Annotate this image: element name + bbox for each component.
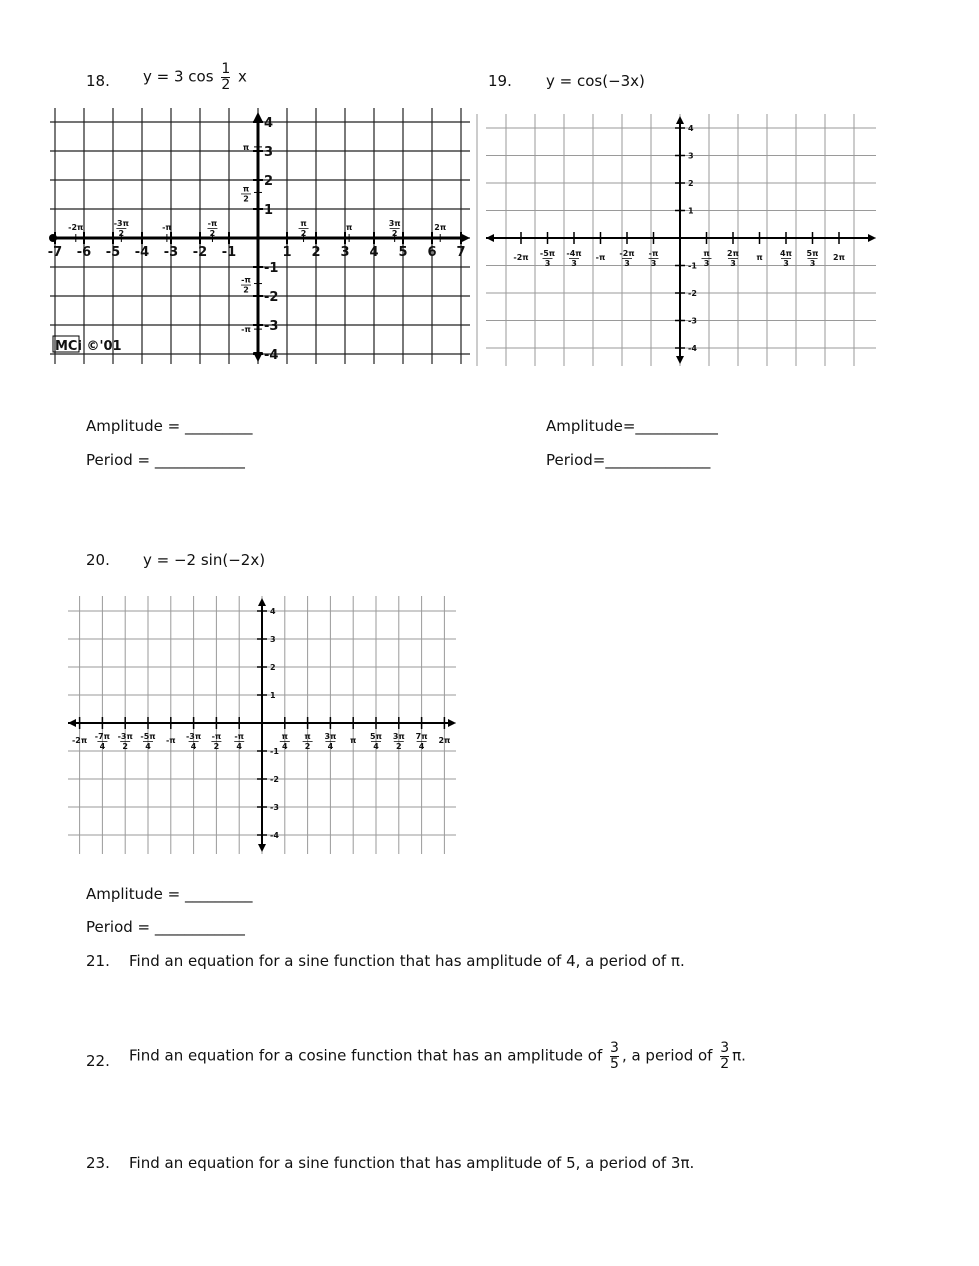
problem-18-period: Period = ____________	[86, 451, 245, 469]
problem-22-number: 22.	[86, 1052, 110, 1070]
x-label-7-den: 3	[730, 259, 736, 268]
y-tick-label--3: -3	[264, 319, 279, 334]
problem-20-equation: y = −2 sin(−2x)	[143, 551, 266, 569]
x-label-10-num: 3π	[324, 732, 337, 741]
equation-suffix: x	[238, 67, 247, 86]
x-label-9-num: π	[304, 732, 311, 741]
x-label-7-den: 4	[236, 742, 242, 751]
x-label-0: -2π	[513, 253, 529, 262]
problem-22-text-b: , a period of	[621, 1046, 713, 1065]
x-label-12-num: 5π	[370, 732, 382, 741]
x-tick-label-6: 6	[427, 245, 437, 260]
x-label-12-den: 4	[373, 742, 379, 751]
x-label-8: π	[756, 253, 763, 262]
x-axis-arrow-left	[68, 719, 76, 727]
x-tick-label-3: 3	[340, 245, 350, 260]
x-pi-label-1-den: 2	[118, 229, 125, 238]
y-pi-label-3: -π	[241, 325, 251, 335]
problem-20-number: 20.	[86, 551, 110, 569]
x-label-8-num: π	[281, 732, 288, 741]
x-label-2-den: 3	[571, 259, 577, 268]
y-label--4: -4	[688, 344, 697, 353]
x-label-6-num: -π	[211, 732, 222, 741]
problem-19-amplitude: Amplitude=___________	[546, 417, 718, 435]
y-tick-label-3: 3	[264, 145, 274, 160]
y-tick-label-2: 2	[264, 174, 274, 189]
y-label--2: -2	[688, 289, 697, 298]
fraction-denominator: 2	[221, 76, 231, 93]
graph-20	[68, 596, 456, 854]
y-tick-label--4: -4	[264, 348, 279, 363]
y-label--2: -2	[270, 775, 279, 784]
y-tick-label-1: 1	[264, 203, 274, 218]
y-label-4: 4	[270, 607, 276, 616]
x-pi-label-6-num: 3π	[388, 219, 401, 228]
x-label-7-num: -π	[234, 732, 245, 741]
y-label-3: 3	[270, 635, 276, 644]
x-pi-label-6-den: 2	[391, 229, 398, 238]
y-axis-arrow-up	[253, 112, 263, 122]
x-label-3-num: -5π	[140, 732, 156, 741]
x-axis-arrow-right	[868, 234, 876, 242]
x-label-4-den: 3	[624, 259, 630, 268]
problem-20-period: Period = ____________	[86, 918, 245, 936]
fraction-denominator: 2	[720, 1055, 730, 1072]
x-tick-label--5: -5	[105, 245, 121, 260]
x-label-5-den: 3	[650, 259, 657, 268]
y-tick-label--1: -1	[264, 261, 279, 276]
fraction-three-fifths	[610, 1041, 619, 1071]
problem-22-text-c: π.	[732, 1046, 746, 1065]
x-label-7-num: 2π	[727, 249, 739, 258]
x-label-5-num: -3π	[185, 732, 202, 741]
x-axis-arrow-left	[486, 234, 494, 242]
fraction-numerator: 3	[610, 1040, 619, 1056]
y-pi-label-1-num: π	[242, 184, 250, 194]
y-label--4: -4	[270, 831, 279, 840]
y-tick-label-4: 4	[264, 116, 274, 131]
x-label-13-den: 2	[396, 742, 402, 751]
problem-20-amplitude: Amplitude = _________	[86, 885, 253, 903]
x-pi-label-3-den: 2	[209, 229, 216, 238]
problem-21-text: Find an equation for a sine function that has amplitude of 4, a period of π.	[129, 952, 685, 970]
y-label-2: 2	[270, 663, 276, 672]
fraction-denominator: 5	[610, 1055, 619, 1072]
credit-mark: MCi ©'01	[55, 339, 122, 354]
y-axis-arrow-up	[676, 116, 684, 124]
x-tick-label--7: -7	[47, 245, 63, 260]
x-label-6-den: 2	[213, 742, 220, 751]
x-label-3-den: 4	[145, 742, 151, 751]
problem-21-number: 21.	[86, 952, 110, 970]
x-label-9-den: 2	[304, 742, 311, 751]
graph-18	[47, 108, 470, 364]
problem-19-equation: y = cos(−3x)	[546, 72, 645, 90]
y-label--1: -1	[688, 261, 697, 271]
y-label-2: 2	[688, 179, 694, 188]
fraction-numerator: 3	[720, 1040, 730, 1056]
problem-18-equation	[143, 62, 247, 92]
x-tick-label-7: 7	[456, 245, 466, 260]
x-pi-label-4-num: π	[300, 219, 307, 228]
x-label-4-num: -2π	[619, 249, 635, 258]
y-tick-label--2: -2	[264, 290, 279, 305]
y-pi-label-2-num: -π	[241, 275, 251, 285]
fraction-numerator: 1	[221, 61, 231, 77]
x-label-1-num: -7π	[94, 732, 111, 741]
x-pi-label-0: -2π	[68, 223, 84, 232]
x-label-13-num: 3π	[392, 732, 405, 741]
problem-19-period: Period=______________	[546, 451, 711, 469]
problem-18-number: 18.	[86, 72, 110, 90]
y-label--3: -3	[270, 803, 279, 812]
x-tick-label-1: 1	[282, 245, 292, 260]
x-label-5-den: 4	[190, 742, 197, 751]
y-axis-arrow-down	[258, 844, 266, 852]
y-axis-arrow-up	[258, 598, 266, 606]
x-label-2-num: -4π	[566, 249, 582, 258]
x-label-10-num: 5π	[806, 249, 819, 258]
x-label-6-den: 3	[703, 259, 710, 268]
problem-23-number: 23.	[86, 1154, 110, 1172]
x-pi-label-2: -π	[162, 223, 172, 232]
x-label-8-den: 4	[282, 742, 288, 751]
fraction-one-half	[221, 62, 230, 92]
y-label--1: -1	[270, 747, 279, 756]
x-tick-label--1: -1	[221, 245, 237, 260]
x-tick-label--2: -2	[192, 245, 208, 260]
x-axis-arrow-right	[448, 719, 456, 727]
x-pi-label-1-num: -3π	[113, 219, 129, 228]
fraction-three-halves	[720, 1041, 729, 1071]
x-pi-label-7: 2π	[434, 223, 447, 232]
x-label-10-den: 4	[327, 742, 334, 751]
y-pi-label-0: π	[242, 142, 250, 152]
equation-prefix: y = 3 cos	[143, 67, 214, 86]
problem-19-number: 19.	[488, 72, 512, 90]
problem-22-text-a: Find an equation for a cosine function that has an amplitude of	[129, 1046, 603, 1065]
problem-22-text	[129, 1041, 746, 1071]
x-pi-label-5: π	[345, 223, 353, 232]
x-pi-label-3-num: -π	[207, 219, 218, 228]
y-pi-label-1-den: 2	[243, 194, 249, 204]
y-label-1: 1	[688, 206, 694, 216]
x-tick-label--3: -3	[163, 245, 179, 260]
x-label-6-num: π	[703, 249, 710, 258]
x-tick-label-2: 2	[311, 245, 321, 260]
y-label-1: 1	[270, 691, 276, 700]
x-label-1-den: 3	[544, 259, 551, 268]
x-label-0: -2π	[71, 736, 88, 745]
y-label-4: 4	[688, 124, 694, 133]
y-axis-arrow-down	[676, 356, 684, 364]
y-label--3: -3	[688, 316, 697, 326]
x-label-1-num: -5π	[539, 249, 556, 258]
x-tick-label--4: -4	[134, 245, 150, 260]
x-label-2-num: -3π	[117, 732, 133, 741]
y-label-3: 3	[688, 151, 694, 161]
x-tick-label--6: -6	[76, 245, 92, 260]
x-label-14-den: 4	[418, 742, 425, 751]
x-label-10-den: 3	[809, 259, 816, 268]
problem-23-text: Find an equation for a sine function that has amplitude of 5, a period of 3π.	[129, 1154, 695, 1172]
x-label-2-den: 2	[122, 742, 128, 751]
graph-19	[486, 114, 876, 366]
x-label-3: -π	[595, 253, 606, 262]
x-label-11: 2π	[833, 253, 845, 262]
x-label-5-num: -π	[648, 249, 659, 258]
x-label-9-den: 3	[783, 259, 789, 268]
x-label-1-den: 4	[99, 742, 106, 751]
x-label-14-num: 7π	[415, 732, 428, 741]
x-label-4: -π	[165, 736, 176, 745]
x-tick-label-4: 4	[369, 245, 379, 260]
y-pi-label-2-den: 2	[243, 285, 249, 295]
x-tick-label-5: 5	[398, 245, 408, 260]
x-label-11: π	[350, 736, 357, 745]
x-label-9-num: 4π	[780, 249, 792, 258]
x-pi-label-4-den: 2	[300, 229, 307, 238]
x-label-15: 2π	[438, 736, 451, 745]
problem-18-amplitude: Amplitude = _________	[86, 417, 253, 435]
